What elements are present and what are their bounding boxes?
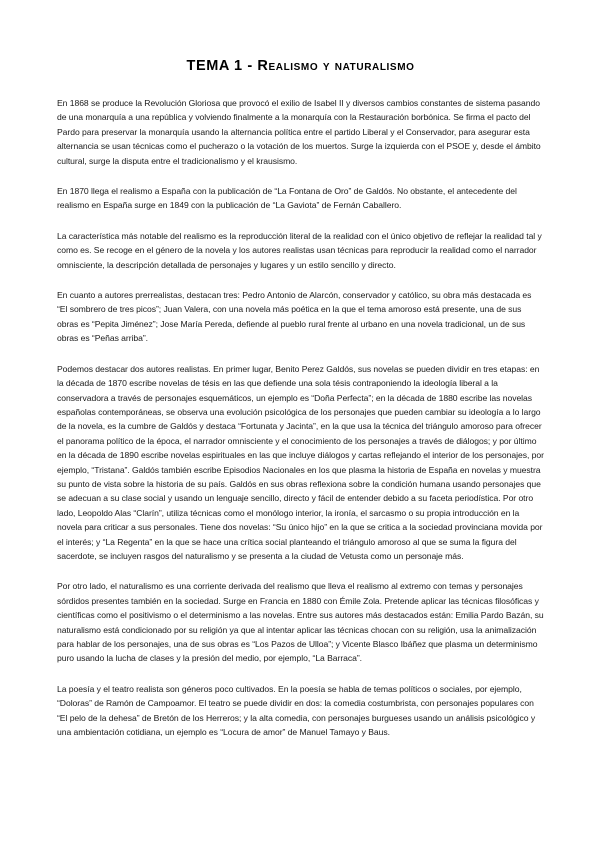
paragraph-historical-context: En 1868 se produce la Revolución Gloriosa que provocó el exilio de Isabel II y diversos cambios constantes de sistema pasando de una monarquía a una república y volviendo finalmente a la monarquía con la Restauración borbónica. Se firma el pacto del Pardo para preservar la monarquía usando la alternancia política entre el partido Liberal y el Conservador, para asegurar esta alternancia se usan técnicas como el pucherazo o la votación de los muertos. Surge la izquierda con el PSOE y, desde el ámbito cultural, surge la disputa entre el tradicionalismo y el krausismo. [57, 98, 541, 166]
paragraph-arrival-of-realism: En 1870 llega el realismo a España con la publicación de “La Fontana de Oro” de Galdós. No obstante, el antecedente del realismo en España surge en 1849 con la publicación de “La Gaviota” de Fernán Caballero. [57, 186, 517, 211]
paragraph-poetry-theatre: La poesía y el teatro realista son géneros poco cultivados. En la poesía se habla de temas políticos o sociales, por ejemplo, “Doloras” de Ramón de Campoamor. El teatro se puede dividir en dos: la comedia costumbrista, con personajes populares con “El pelo de la dehesa” de Bretón de los Herreros; y la alta comedia, con personajes burgueses usando un análisis psicológico y una ambientación cotidiana, un ejemplo es “Locura de amor” de Manuel Tamayo y Baus. [57, 683, 536, 738]
paragraph-naturalism: Por otro lado, el naturalismo es una corriente derivada del realismo que lleva el realismo al extremo con temas y personajes sórdidos presentes también en la sociedad. Surge en Francia en 1880 con Émile Zola. Pretende aplicar las técnicas filosóficas y científicas como el positivismo o el determinismo a las novelas. Entre sus autores más destacados están: Emilia Pardo Bazán, su naturalismo está condicionado por su religión ya que al intentar aplicar las técnicas chocan con su religión, usa la animalización para hablar de los personajes, una de sus obras es “Los Pazos de Ulloa”; y Vicente Blasco Ibáñez que plasma un determinismo puro usando la lucha de clases y la presión del medio, por ejemplo, “La Barraca”. [57, 581, 544, 664]
paragraph-prerealist-authors: En cuanto a autores prerrealistas, destacan tres: Pedro Antonio de Alarcón, conservador y católico, su obra más destacada es “El sombrero de tres picos”; Juan Valera, con una novela más poética en la que el tema amoroso está presente, una de sus obras es “Pepita Jiménez”; Jose María Pereda, defiende al pueblo rural frente al urbano en una novela tradicional, un de sus obras es “Peñas arriba”. [57, 290, 532, 344]
paragraph-realist-authors: Podemos destacar dos autores realistas. En primer lugar, Benito Perez Galdós, sus novelas se pueden dividir en tres etapas: en la década de 1870 escribe novelas de tésis en las que defiende una sola tésis contraponiendo la ideología liberal a la conservadora a través de personajes esquemáticos, un ejemplo es “Doña Perfecta”; en la década de 1880 escribe las novelas españolas contemporáneas, se observa una evolución psicológica de los personajes que pueden cambiar su ideología a lo largo de la novela, es la cumbre de Galdós y destaca “Fortunata y Jacinta”, en la que usa la técnica del triángulo amoroso para ofrecer el panorama político de la época, el narrador omnisciente y el conocimiento de los personajes a través de diálogos; y por último en la década de 1890 escribe novelas espirituales en las que incluye diálogos y cartas reflejando el interior de los personajes, por ejemplo, “Tristana”. Galdós también escribe Episodios Nacionales en los que plasma la historia de España en novelas y muestra su punto de vista sobre la historia de su país. Galdós en sus obras reflexiona sobre la condición humana usando personajes que se adecuan a su clase social y usando un lenguaje sencillo, directo y fácil de entender debido a su faceta periodística. Por otro lado, Leopoldo Alas “Clarín”, utiliza técnicas como el monólogo interior, la ironía, el sarcasmo o su propia introducción en la novela para criticar a sus personales. Tiene dos novelas: “Su único hijo” en la que se critica a la sociedad provinciana movida por el interés; y “La Regenta” en la que se hace una crítica social planteando el triángulo amoroso al que se suma la figura del sacerdote, se incluyen rasgos del naturalismo y se presenta a la ciudad de Vetusta como un personaje más. [57, 363, 544, 561]
document-title: TEMA 1 - Realismo y naturalismo [186, 58, 415, 74]
paragraph-characteristics: La característica más notable del realismo es la reproducción literal de la realidad con el único objetivo de reflejar la realidad tal y como es. Se recoge en el género de la novela y los autores realistas usan técnicas para reproducir la realidad como el narrador omnisciente, la descripción detallada de personajes y lugares y un estilo sencillo y directo. [57, 230, 542, 270]
